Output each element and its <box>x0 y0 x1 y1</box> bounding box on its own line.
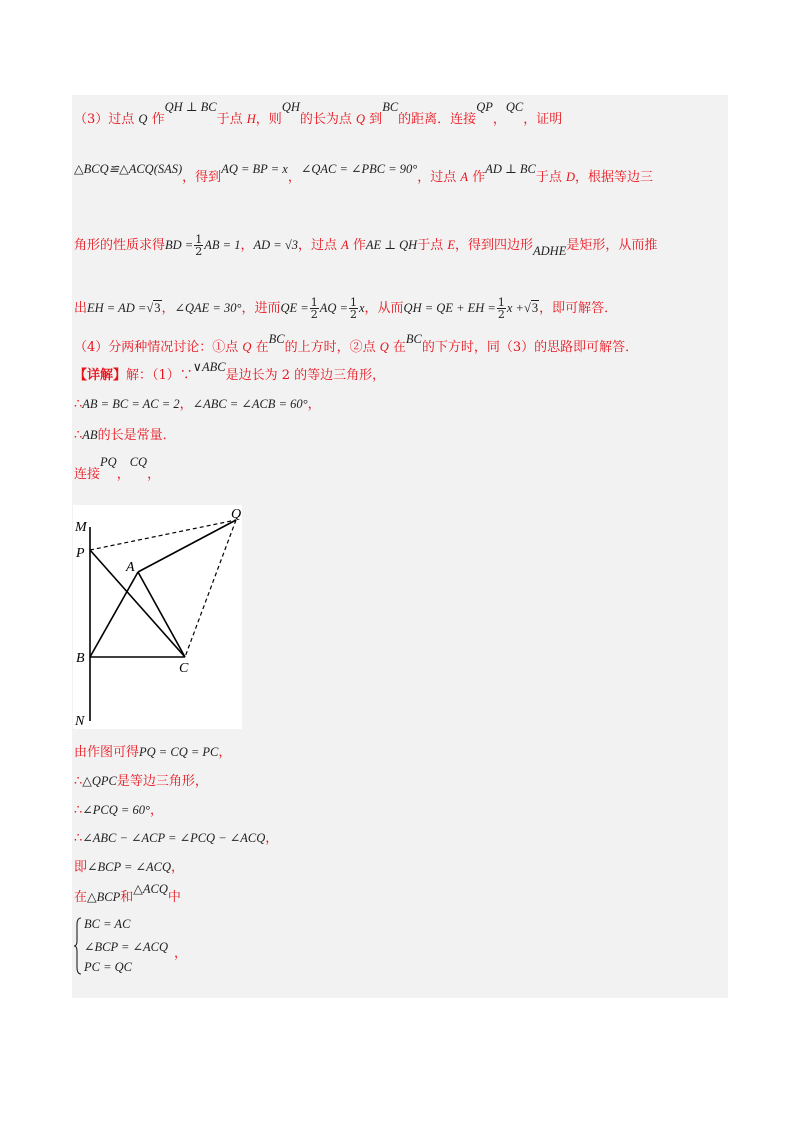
system-end-comma: ， <box>174 946 188 961</box>
text-line-12: ∴∠PCQ = 60°， <box>74 803 163 818</box>
label-p: P <box>76 546 85 561</box>
geometry-figure <box>73 505 242 729</box>
text-line-5: （4）分两种情况讨论：①点 Q 在BC的上方时，②点 Q 在BC的下方时，同（3）的思路即可解答． <box>74 332 639 355</box>
text-line-1: （3）过点 Q 作QH ⊥ BC于点 H，则QH的长为点 Q 到BC的距离．连接QP，QC，证明 <box>74 100 563 127</box>
text-line-11: ∴△QPC是等边三角形， <box>74 774 208 789</box>
text-line-10: 由作图可得PQ = CQ = PC， <box>74 745 232 760</box>
geometry-diagram <box>73 505 242 729</box>
text-line-13: ∴∠ABC − ∠ACP = ∠PCQ − ∠ACQ， <box>74 831 279 846</box>
segment-pc <box>90 550 185 657</box>
text-line-2: △BCQ≌△ACQ(SAS)，得到AQ = BP = x，∠QAC = ∠PBC = 90°，过点 A 作AD ⊥ BC于点 D，根据等边三 <box>74 162 654 185</box>
text-line-7: ∴AB = BC = AC = 2，∠ABC = ∠ACB = 60°， <box>74 397 321 412</box>
text-line-8: ∴AB的长是常量． <box>74 428 176 443</box>
segment-pq-dashed <box>90 520 236 550</box>
segment-aq <box>138 520 236 572</box>
text-line-6: 【详解】解：（1）∵∨ABC是边长为 2 的等边三角形， <box>74 360 386 383</box>
text-line-14: 即∠BCP = ∠ACQ， <box>74 860 185 875</box>
system-row-1: BC = AC <box>84 917 131 931</box>
text-line-9: 连接PQ，CQ， <box>74 455 161 482</box>
segment-cq-dashed <box>185 520 236 657</box>
text-line-15: 在△BCP和△ACQ中 <box>74 882 181 905</box>
system-brace <box>74 917 82 975</box>
segment-ac <box>138 572 185 657</box>
label-c: C <box>179 661 189 676</box>
label-b: B <box>76 651 85 666</box>
label-q: Q <box>231 507 242 522</box>
segment-ba <box>90 572 138 657</box>
system-row-2: ∠BCP = ∠ACQ <box>84 940 169 954</box>
label-a: A <box>126 560 135 575</box>
label-m: M <box>75 520 87 535</box>
text-line-3: 角形的性质求得BD = $\frac{1}{2}$ AB = 1，AD = √3，过点 A 作AE ⊥ QH于点 E，得到四边形ADHE是矩形，从而推 <box>74 233 658 258</box>
label-n: N <box>75 714 85 729</box>
system-row-3: PC = QC <box>84 960 133 974</box>
text-line-4: 出EH = AD =√3，∠QAE = 30°，进而QE = $\frac{1}{2}$ AQ = $\frac{1}{2}$ x，从而QH = QE + EH = $\frac{1}{2}$ x +√3，即可解答． <box>74 296 618 321</box>
